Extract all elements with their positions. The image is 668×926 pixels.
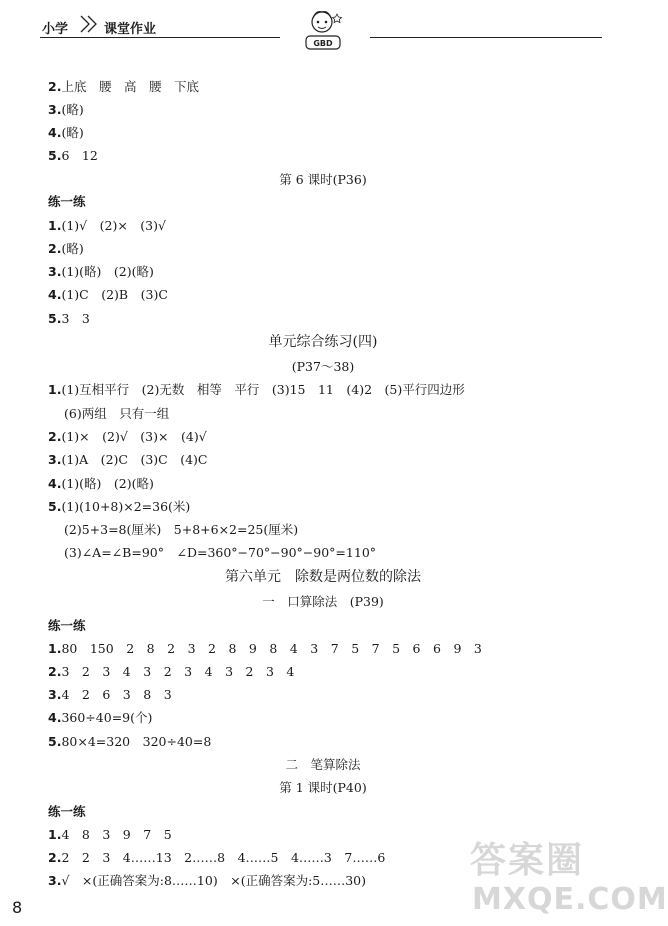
answer-line: 2.(略) <box>48 241 84 256</box>
header-rule-right <box>370 37 602 38</box>
answer-line: 1.(1)√ (2)× (3)√ <box>48 218 166 233</box>
watermark-url: MXQE.COM <box>472 882 668 917</box>
answer-line: 2.3 2 3 4 3 2 3 4 3 2 3 4 <box>48 664 295 679</box>
page-header <box>0 0 646 60</box>
answer-line: 5.80×4=320 320÷40=8 <box>48 734 212 749</box>
mascot-badge: GBD <box>313 39 333 48</box>
mascot-icon <box>298 8 348 52</box>
practice-label: 练一练 <box>48 618 86 633</box>
answer-line: 2.上底 腰 高 腰 下底 <box>48 79 199 94</box>
header-title: 课堂作业 <box>104 22 157 37</box>
page-range: (P37～38) <box>291 359 355 374</box>
answer-line: 5.3 3 <box>48 311 90 326</box>
lesson-heading: 第 1 课时(P40) <box>279 780 367 795</box>
answer-line: 1.4 8 3 9 7 5 <box>48 827 172 842</box>
answer-line: 3.√ ×(正确答案为:8……10) ×(正确答案为:5……30) <box>48 873 367 888</box>
double-chevron-icon <box>78 12 102 36</box>
answer-line: 1.80 150 2 8 2 3 2 8 9 8 4 3 7 5 7 5 6 6 9 3 <box>48 641 482 656</box>
answer-continuation: (3)∠A=∠B=90° ∠D=360°−70°−90°−90°=110° <box>64 545 377 560</box>
answer-line: 2.2 2 3 4……13 2……8 4……5 4……3 7……6 <box>48 850 386 865</box>
practice-label: 练一练 <box>48 804 86 819</box>
lesson-heading: 一 口算除法 (P39) <box>262 594 384 609</box>
page-number: 8 <box>12 898 23 917</box>
answer-line: 4.(1)(略) (2)(略) <box>48 476 154 491</box>
answer-line: 3.4 2 6 3 8 3 <box>48 687 172 702</box>
answer-line: 5.6 12 <box>48 148 98 163</box>
practice-label: 练一练 <box>48 194 86 209</box>
answer-line: 4.360÷40=9(个) <box>48 710 153 725</box>
answer-line: 1.(1)互相平行 (2)无数 相等 平行 (3)15 11 (4)2 (5)平行四边形 <box>48 382 465 397</box>
section-title: 单元综合练习(四) <box>268 334 378 350</box>
answer-continuation: (6)两组 只有一组 <box>64 406 170 421</box>
answer-line: 3.(略) <box>48 102 84 117</box>
answer-continuation: (2)5+3=8(厘米) 5+8+6×2=25(厘米) <box>64 522 299 537</box>
answer-line: 3.(1)A (2)C (3)C (4)C <box>48 452 208 467</box>
answer-line: 4.(1)C (2)B (3)C <box>48 287 168 302</box>
header-rule-left <box>40 37 280 38</box>
header-grade: 小学 <box>42 22 69 37</box>
watermark-logo: 答案圈 <box>470 840 585 881</box>
answer-line: 5.(1)(10+8)×2=36(米) <box>48 499 191 514</box>
answer-line: 4.(略) <box>48 125 84 140</box>
lesson-heading: 第 6 课时(P36) <box>279 172 367 187</box>
subsection-title: 二 笔算除法 <box>285 757 361 772</box>
answer-line: 3.(1)(略) (2)(略) <box>48 264 154 279</box>
watermark <box>470 832 668 922</box>
answer-line: 2.(1)× (2)√ (3)× (4)√ <box>48 429 207 444</box>
unit-title: 第六单元 除数是两位数的除法 <box>225 569 421 585</box>
